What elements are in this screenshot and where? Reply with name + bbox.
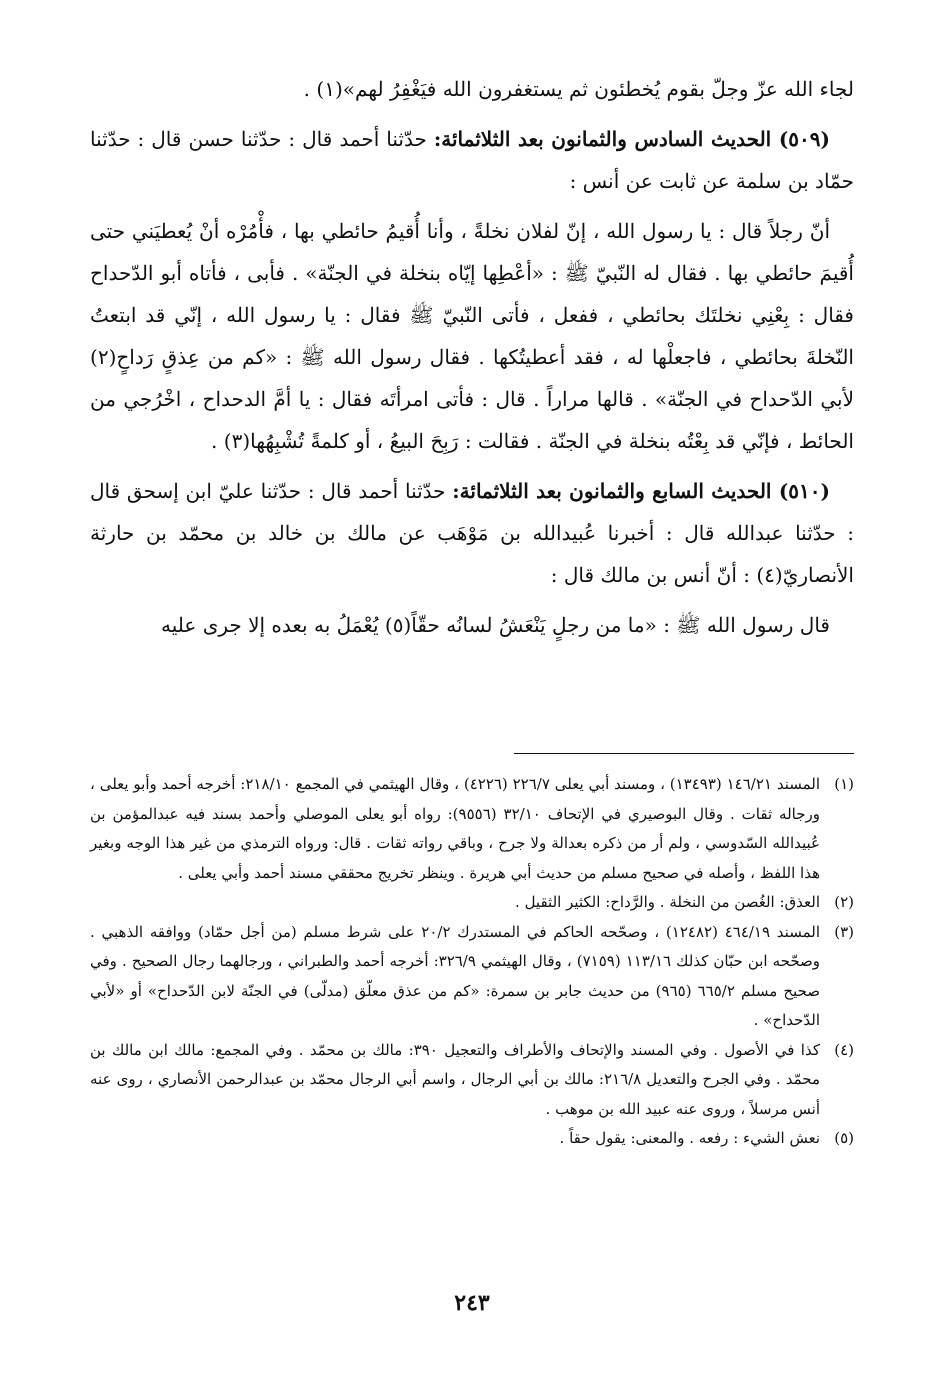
footnote-text: نعش الشيء : رفعه . والمعنى: يقول حقاً . xyxy=(559,1129,820,1147)
book-page xyxy=(90,68,854,1380)
hadith-510-body: قال رسول الله ﷺ : «ما من رجلٍ يَنْعَشُ لسانُه حقّاً(٥) يُعْمَلُ به بعده إلا جرى عليه xyxy=(161,613,830,637)
page-number: ٢٤٣ xyxy=(454,1290,490,1316)
footnote-text: العذق: الغُصن من النخلة . والرَّداح: الكثير الثقيل . xyxy=(515,893,820,911)
hadith-510-isnad: حدّثنا أحمد قال : حدّثنا عليّ ابن إسحق قال : حدّثنا عبدالله قال : أخبرنا عُبيدالله بن مَوْهَب عن مالك بن خالد بن محمّد بن حارثة الأنصاريّ(٤) : أنّ أنس بن مالك قال : xyxy=(90,479,854,587)
footnote-3 xyxy=(90,918,854,1036)
footnote-2 xyxy=(90,888,854,918)
footnote-separator xyxy=(514,753,854,754)
footnote-text: المسند ٤٦٤/١٩ (١٢٤٨٢) ، وصحّحه الحاكم في المستدرك ٢٠/٢ على شرط مسلم (من أجل حمّاد) ووافقه الذهبي . وصحّحه ابن حبّان كذلك ١١٣/١٦ (٧١٥٩) ، وقال الهيثمي ٣٢٦/٩: أخرجه أحمد والطبراني ، ورجالهما رجال الصحيح . وفي صحيح مسلم ٦٦٥/٢ (٩٦٥) من حديث جابر بن سمرة: «كم من عذق معلّق (مدلّى) في الجنّة لابن الدّحداح» أو «لأبي الدّحداح» . xyxy=(90,922,821,1029)
footnote-text: المسند ١٤٦/٢١ (١٣٤٩٣) ، ومسند أبي يعلى ٢٢٦/٧ (٤٢٢٦) ، وقال الهيثمي في المجمع ٢١٨/١٠: أخرجه أحمد وأبو يعلى ، ورجاله ثقات . وقال البوصيري في الإتحاف ٣٢/١٠ (٩٥٥٦): رواه أبو يعلى الموصلي وأحمد بسند فيه عبدالمؤمن بن عُبيدالله السّدوسي ، ولم أر من ذكره بعدالة ولا جرح ، وباقي رواته ثقات . قال: ورواه الترمذي من غير هذا الوجه وبغير هذا اللفظ ، وأصله في صحيح مسلم من حديث أبي هريرة . وينظر تخريج محققي مسند أحمد وأبي يعلى . xyxy=(90,775,821,882)
footnote-4 xyxy=(90,1036,854,1125)
hadith-509-body: أنّ رجلاً قال : يا رسول الله ، إنّ لفلان نخلةً ، وأنا أُقيمُ حائطي بها ، فأْمُرْه أنْ يُعطيَني حتى أُقيمَ حائطي بها . فقال له النّبيّ ﷺ : «أعْطِها إيّاه بنخلة في الجنّة» . فأبى ، فأتاه أبو الدّحداح فقال : بِعْنِي نخلتَك بحائطي ، ففعل ، فأتى النّبيّ ﷺ فقال : يا رسول الله ، إنّي قد ابتعتُ النّخلةَ بحائطي ، فاجعلْها له ، فقد أعطيتُكها . فقال رسول الله ﷺ : «كم من عِذقٍ رَداحٍ(٢) لأبي الدّحداح في الجنّة» . قالها مراراً . قال : فأتى امرأتَه فقال : يا أمَّ الدحداح ، اخْرُجي من الحائط ، فإنّي قد بِعْتُه بنخلة في الجنّة . فقالت : رَبِحَ البيعُ ، أو كلمةً تُشْبِهُها(٣) . xyxy=(90,219,855,453)
hadith-509 xyxy=(90,118,854,202)
main-text xyxy=(90,68,854,646)
footnote-number: (٥) xyxy=(834,1129,854,1147)
hadith-510-heading: (٥١٠) الحديث السابع والثمانون بعد الثلاثمائة: xyxy=(452,479,830,503)
footnote-1 xyxy=(90,770,854,888)
footnote-number: (١) xyxy=(834,775,854,793)
hadith-510 xyxy=(90,470,854,596)
footnote-number: (٤) xyxy=(834,1040,854,1059)
footnote-5 xyxy=(90,1124,854,1154)
footnote-text: كذا في الأصول . وفي المسند والإتحاف والأطراف والتعجيل ٣٩٠: مالك بن محمّد . وفي المجمع: مالك ابن مالك بن محمّد . وفي الجرح والتعديل ٢١٦/٨: مالك بن أبي الرجال ، واسم أبي الرجال محمّد بن عبدالرحمن الأنصاري ، روى عنه أنس مرسلاً ، وروى عنه عبيد الله بن موهب . xyxy=(90,1040,820,1118)
hadith-509-isnad: حدّثنا أحمد قال : حدّثنا حسن قال : حدّثنا حمّاد بن سلمة عن ثابت عن أنس : xyxy=(90,127,854,193)
footnote-number: (٢) xyxy=(834,893,854,911)
footnotes xyxy=(90,770,854,1154)
hadith-509-heading: (٥٠٩) الحديث السادس والثمانون بعد الثلاثمائة: xyxy=(433,127,830,151)
paragraph-continuation: لجاء الله عزّ وجلّ بقوم يُخطئون ثم يستغفرون الله فيَغْفِرُ لهم»(١) . xyxy=(303,77,854,101)
footnote-number: (٣) xyxy=(834,922,854,941)
